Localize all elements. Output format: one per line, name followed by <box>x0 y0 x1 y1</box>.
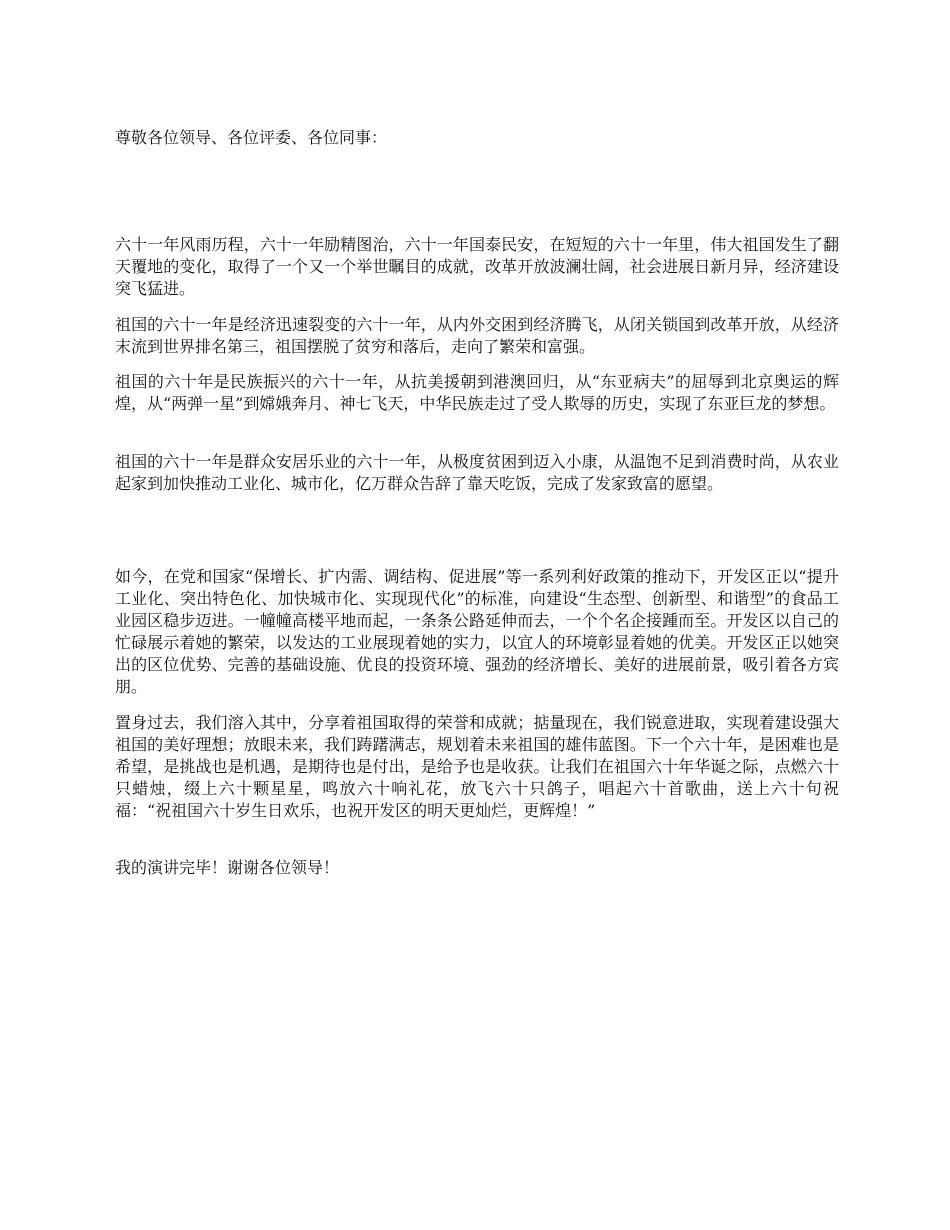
body-paragraph: 如今，在党和国家“保增长、扩内需、调结构、促进展”等一系列利好政策的推动下，开发区正以“提升工业化、突出特色化、加快城市化、实现现代化”的标准，向建设“生态型、创新型、和谐型”的食品工业园区稳步迈进。一幢幢高楼平地而起，一条条公路延伸而去，一个个名企接踵而至。开发区以自己的忙碌展示着她的繁荣，以发达的工业展现着她的实力，以宜人的环境彰显着她的优美。开发区正以她突出的区位优势、完善的基础设施、优良的投资环境、强劲的经济增长、美好的进展前景，吸引着各方宾朋。 <box>115 567 839 696</box>
greeting-line: 尊敬各位领导、各位评委、各位同事： <box>115 128 388 147</box>
body-paragraph: 置身过去，我们溶入其中，分享着祖国取得的荣誉和成就；掂量现在，我们锐意进取，实现着建设强大祖国的美好理想；放眼未来，我们踌躇满志，规划着未来祖国的雄伟蓝图。下一个六十年，是困难也是希望，是挑战也是机遇，是期待也是付出，是给予也是收获。让我们在祖国六十年华诞之际，点燃六十只蜡烛，缀上六十颗星星，鸣放六十响礼花，放飞六十只鸽子，唱起六十首歌曲，送上六十句祝福：“祝祖国六十岁生日欢乐，也祝开发区的明天更灿烂，更辉煌！” <box>115 713 839 820</box>
body-paragraph: 祖国的六十一年是群众安居乐业的六十一年，从极度贫困到迈入小康，从温饱不足到消费时尚，从农业起家到加快推动工业化、城市化，亿万群众告辞了靠天吃饭，完成了发家致富的愿望。 <box>115 452 839 493</box>
body-paragraph: 六十一年风雨历程，六十一年励精图治，六十一年国泰民安，在短短的六十一年里，伟大祖国发生了翻天覆地的变化，取得了一个又一个举世瞩目的成就，改革开放波澜壮阔，社会进展日新月异，经济建设突飞猛进。 <box>115 235 839 298</box>
body-paragraph: 祖国的六十一年是经济迅速裂变的六十一年，从内外交困到经济腾飞，从闭关锁国到改革开放，从经济末流到世界排名第三，祖国摆脱了贫穷和落后，走向了繁荣和富强。 <box>115 315 839 356</box>
closing-line: 我的演讲完毕！谢谢各位领导！ <box>115 858 340 877</box>
body-paragraph: 祖国的六十年是民族振兴的六十一年，从抗美援朝到港澳回归，从“东亚病夫”的屈辱到北京奥运的辉煌，从“两弹一星”到嫦娥奔月、神七飞天，中华民族走过了受人欺辱的历史，实现了东亚巨龙的梦想。 <box>115 372 839 413</box>
